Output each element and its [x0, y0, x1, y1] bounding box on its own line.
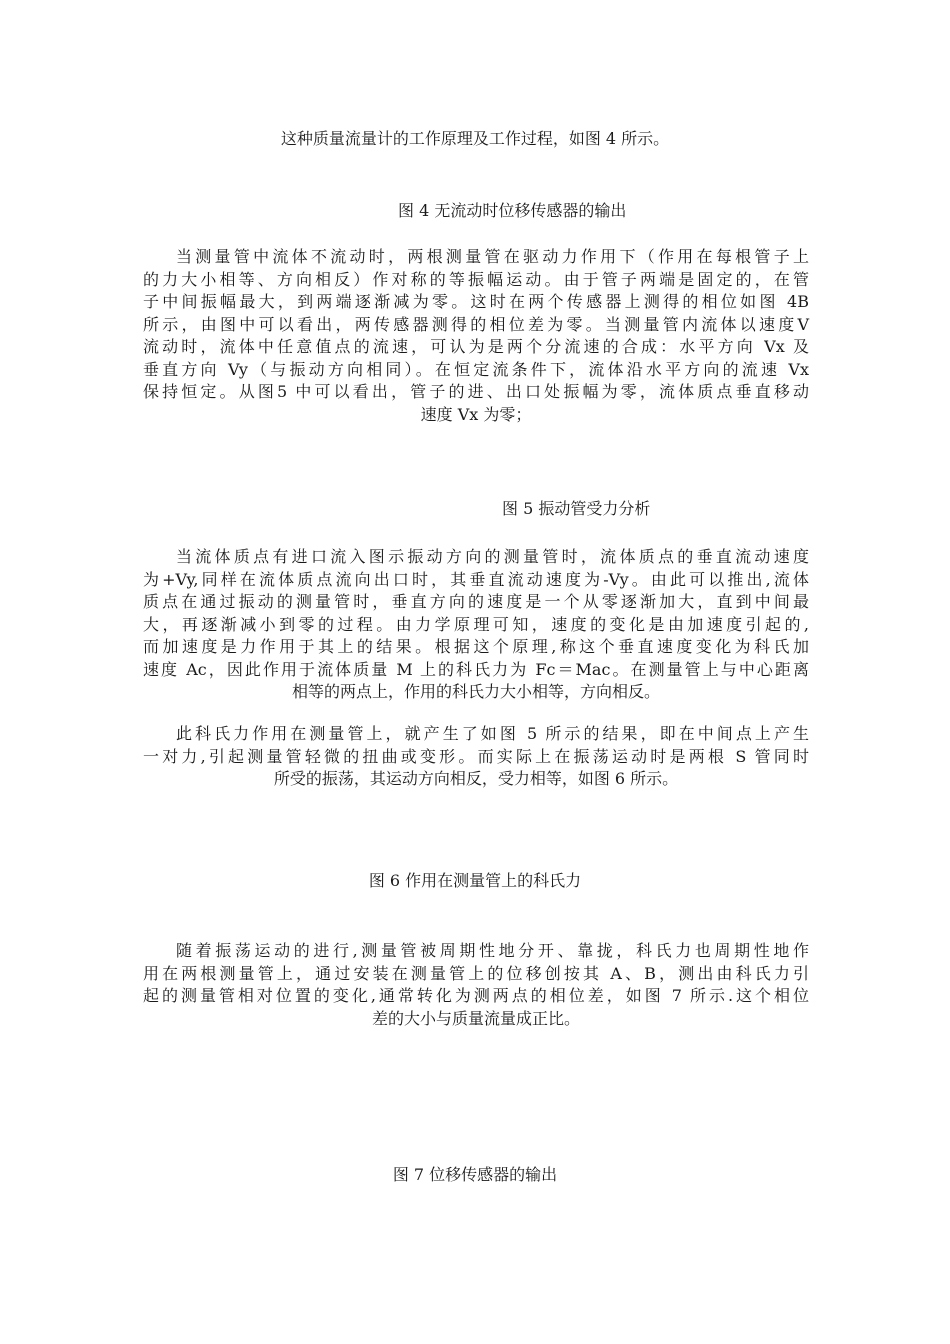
paragraph-line: 为+Vy,同样在流体质点流向出口时，其垂直流动速度为-Vy。由此可以推出,流体	[143, 569, 809, 589]
paragraph-line: 速度 Ac，因此作用于流体质量 M 上的科氏力为 Fc＝Mac。在测量管上与中心距离	[143, 659, 809, 679]
paragraph-line: 差的大小与质量流量成正比。	[371, 1008, 580, 1028]
paragraph-line: 的力大小相等、方向相反）作对称的等振幅运动。由于管子两端是固定的，在管	[143, 269, 809, 289]
paragraph-2	[143, 546, 809, 704]
paragraph-line: 一对力,引起测量管轻微的扭曲或变形。而实际上在振荡运动时是两根 S 管同时	[143, 746, 809, 766]
paragraph-line: 子中间振幅最大，到两端逐渐减为零。这时在两个传感器上测得的相位如图 4B	[143, 292, 809, 311]
paragraph-line: 而加速度是力作用于其上的结果。根据这个原理,称这个垂直速度变化为科氏加	[143, 637, 809, 656]
paragraph-line: 相等的两点上，作用的科氏力大小相等，方向相反。	[291, 682, 660, 701]
paragraph-line: 所受的振荡，其运动方向相反，受力相等，如图 6 所示。	[273, 769, 679, 788]
intro-line: 这种质量流量计的工作原理及工作过程，如图 4 所示。	[280, 129, 670, 148]
figure-5-caption: 图 5 振动管受力分析	[502, 499, 651, 518]
paragraph-line: 质点在通过振动的测量管时，垂直方向的速度是一个从零逐渐加大，直到中间最	[143, 592, 809, 611]
paragraph-line: 此科氏力作用在测量管上，就产生了如图 5 所示的结果，即在中间点上产生	[176, 724, 809, 743]
paragraph-line: 速度 Vx 为零；	[420, 404, 532, 424]
figure-4-caption: 图 4 无流动时位移传感器的输出	[398, 201, 627, 220]
paragraph-3	[143, 723, 809, 791]
paragraph-line: 随着振荡运动的进行,测量管被周期性地分开、靠拢，科氏力也周期性地作	[176, 941, 809, 960]
paragraph-line: 大，再逐渐减小到零的过程。由力学原理可知，速度的变化是由加速度引起的,	[143, 614, 809, 634]
paragraph-line: 所示，由图中可以看出，两传感器测得的相位差为零。当测量管内流体以速度V	[143, 314, 809, 334]
figure-7-caption: 图 7 位移传感器的输出	[392, 1165, 558, 1184]
paragraph-line: 用在两根测量管上，通过安装在测量管上的位移创按其 A、B，测出由科氏力引	[143, 963, 809, 983]
paragraph-line: 当流体质点有进口流入图示振动方向的测量管时，流体质点的垂直流动速度	[176, 547, 809, 566]
paragraph-line: 当测量管中流体不流动时，两根测量管在驱动力作用下（作用在每根管子上	[176, 247, 809, 266]
paragraph-4	[143, 940, 809, 1030]
figure-6-caption: 图 6 作用在测量管上的科氏力	[368, 871, 582, 890]
paragraph-line: 起的测量管相对位置的变化,通常转化为测两点的相位差，如图 7 所示.这个相位	[143, 986, 809, 1005]
paragraph-line: 垂直方向 Vy（与振动方向相同）。在恒定流条件下，流体沿水平方向的流速 Vx	[143, 359, 809, 379]
paragraph-line: 保持恒定。从图5 中可以看出，管子的进、出口处振幅为零，流体质点垂直移动	[143, 382, 809, 401]
paragraph-1	[143, 246, 809, 426]
paragraph-line: 流动时，流体中任意值点的流速，可认为是两个分流速的合成：水平方向 Vx 及	[143, 337, 809, 356]
